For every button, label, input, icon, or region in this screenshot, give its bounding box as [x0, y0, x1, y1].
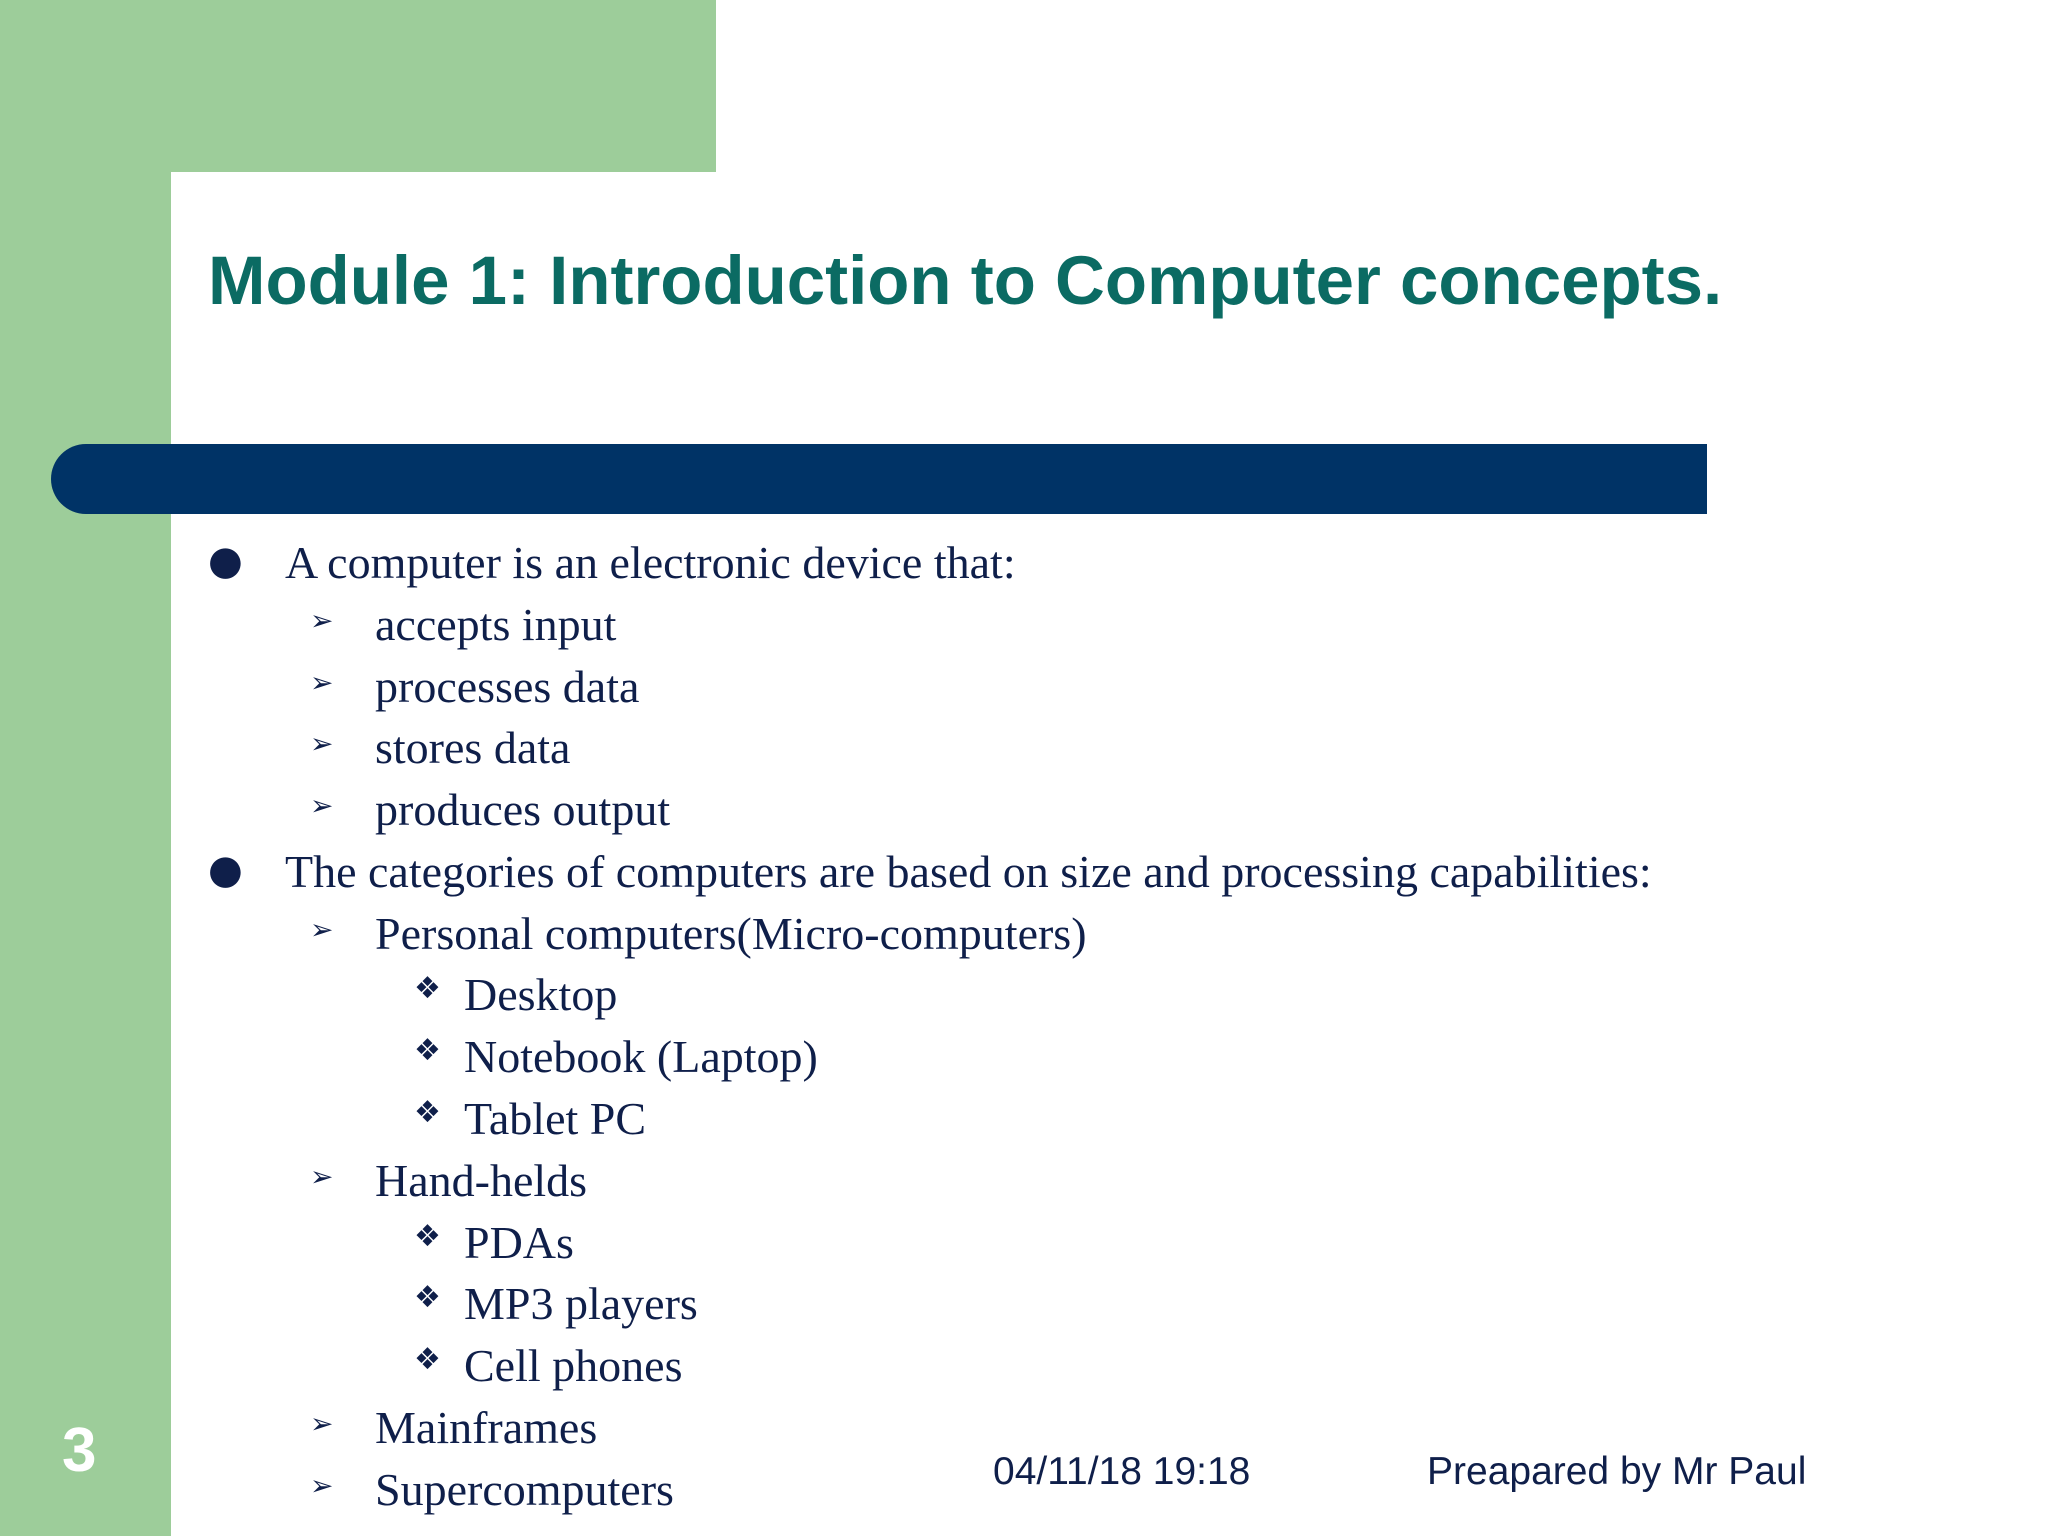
sub-sub-bullet-text: Notebook (Laptop) [464, 1031, 818, 1082]
arrow-bullet-icon: ➢ [310, 1160, 334, 1193]
sub-sub-bullet-text: PDAs [464, 1217, 574, 1268]
bullet-dot-icon: ● [208, 538, 243, 584]
arrow-bullet-icon: ➢ [310, 1407, 334, 1440]
arrow-bullet-icon: ➢ [310, 913, 334, 946]
sub-bullet-text: Mainframes [375, 1402, 598, 1453]
sub-sub-bullet-text: Cell phones [464, 1340, 683, 1391]
arrow-bullet-icon: ➢ [310, 727, 334, 760]
sub-sub-bullet-text: MP3 players [464, 1278, 698, 1329]
slide-title: Module 1: Introduction to Computer concepts. [208, 242, 1723, 319]
sub-bullet-text: Personal computers(Micro-computers) [375, 908, 1087, 959]
diamond-bullet-icon: ❖ [414, 1033, 441, 1068]
arrow-bullet-icon: ➢ [310, 604, 334, 637]
arrow-bullet-icon: ➢ [310, 666, 334, 699]
sub-bullet-text: accepts input [375, 599, 617, 650]
footer-date: 04/11/18 19:18 [993, 1450, 1251, 1493]
sub-bullet-text: produces output [375, 784, 671, 835]
sub-sub-bullet-text: Desktop [464, 969, 618, 1020]
diamond-bullet-icon: ❖ [414, 1095, 441, 1130]
green-accent-left [0, 0, 171, 1536]
bullet-text: The categories of computers are based on size and processing capabilities: [285, 846, 1652, 897]
sub-bullet-text: Hand-helds [375, 1155, 588, 1206]
diamond-bullet-icon: ❖ [414, 1280, 441, 1315]
bullet-text: A computer is an electronic device that: [285, 537, 1016, 588]
bullet-dot-icon: ● [208, 847, 243, 893]
diamond-bullet-icon: ❖ [414, 1219, 441, 1254]
diamond-bullet-icon: ❖ [414, 1342, 441, 1377]
arrow-bullet-icon: ➢ [310, 1469, 334, 1502]
diamond-bullet-icon: ❖ [414, 971, 441, 1006]
footer-author: Preapared by Mr Paul [1427, 1450, 1807, 1493]
slide-number: 3 [62, 1416, 97, 1485]
arrow-bullet-icon: ➢ [310, 789, 334, 822]
sub-sub-bullet-text: Tablet PC [464, 1093, 647, 1144]
sub-bullet-text: stores data [375, 722, 571, 773]
title-divider-bar [51, 444, 1707, 514]
sub-bullet-text: processes data [375, 661, 640, 712]
sub-bullet-text: Supercomputers [375, 1464, 674, 1515]
